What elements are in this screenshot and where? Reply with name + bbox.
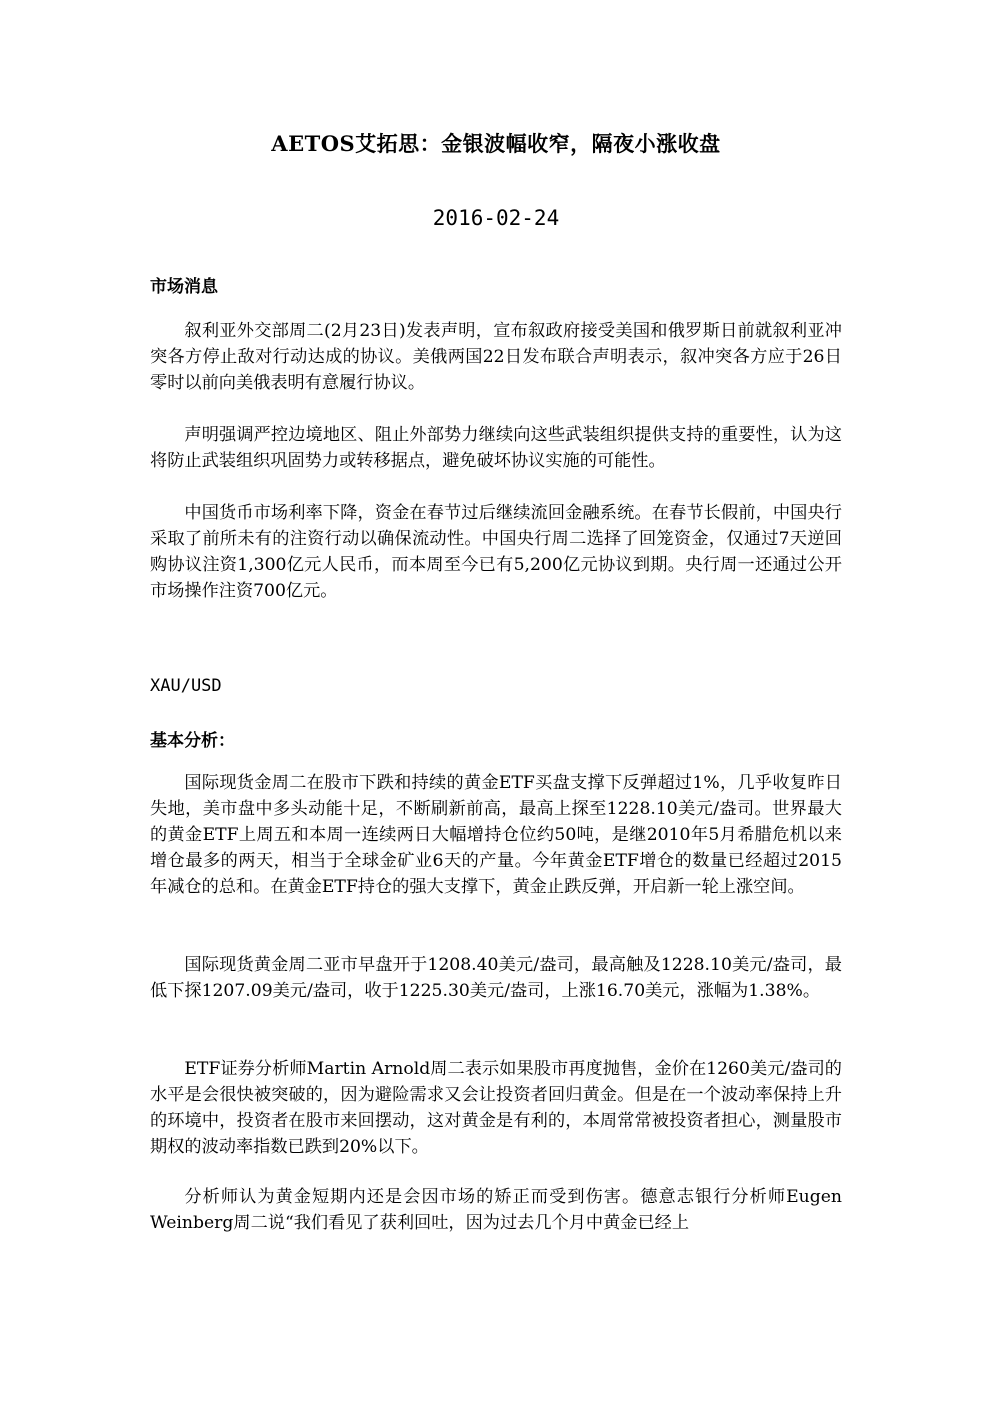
- document-date: 2016-02-24: [432, 206, 560, 230]
- paragraph: ETF证券分析师Martin Arnold周二表示如果股市再度抛售，金价在1260美元/盎司的水平是会很快被突破的，因为避险需求又会让投资者回归黄金。但是在一个波动率保持上升的环境中，投资者在股市来回摆动，这对黄金是有利的，本周常常被投资者担心，测量股市期权的波动率指数已跌到20%以下。: [150, 1059, 842, 1157]
- paragraph: 国际现货金周二在股市下跌和持续的黄金ETF买盘支撑下反弹超过1%，几乎收复昨日失地，美市盘中多头动能十足，不断刷新前高，最高上探至1228.10美元/盎司。世界最大的黄金ETF上周五和本周一连续两日大幅增持仓位约50吨，是继2010年5月希腊危机以来增仓最多的两天，相当于全球金矿业6天的产量。今年黄金ETF增仓的数量已经超过2015年减仓的总和。在黄金ETF持仓的强大支撑下，黄金止跌反弹，开启新一轮上涨空间。: [150, 773, 842, 897]
- paragraph: 中国货币市场利率下降，资金在春节过后继续流回金融系统。在春节长假前，中国央行采取了前所未有的注资行动以确保流动性。中国央行周二选择了回笼资金，仅通过7天逆回购协议注资1,300亿元人民币，而本周至今已有5,200亿元协议到期。央行周一还通过公开市场操作注资700亿元。: [150, 503, 842, 601]
- section-heading-xau-usd: XAU/USD: [150, 676, 222, 696]
- document-title: AETOS艾拓思：金银波幅收窄，隔夜小涨收盘: [271, 131, 721, 156]
- paragraph: 叙利亚外交部周二(2月23日)发表声明，宣布叙政府接受美国和俄罗斯日前就叙利亚冲突各方停止敌对行动达成的协议。美俄两国22日发布联合声明表示，叙冲突各方应于26日零时以前向美俄表明有意履行协议。: [150, 321, 842, 393]
- section-heading-market-news: 市场消息: [150, 277, 218, 297]
- sub-heading-fundamental-analysis: 基本分析：: [150, 731, 235, 751]
- paragraph: 声明强调严控边境地区、阻止外部势力继续向这些武装组织提供支持的重要性，认为这将防止武装组织巩固势力或转移据点，避免破坏协议实施的可能性。: [150, 425, 842, 471]
- paragraph: 国际现货黄金周二亚市早盘开于1208.40美元/盎司，最高触及1228.10美元/盎司，最低下探1207.09美元/盎司，收于1225.30美元/盎司，上涨16.70美元，涨幅为1.38%。: [150, 955, 842, 1001]
- paragraph: 分析师认为黄金短期内还是会因市场的矫正而受到伤害。德意志银行分析师Eugen Weinberg周二说“我们看见了获利回吐，因为过去几个月中黄金已经上: [150, 1187, 842, 1233]
